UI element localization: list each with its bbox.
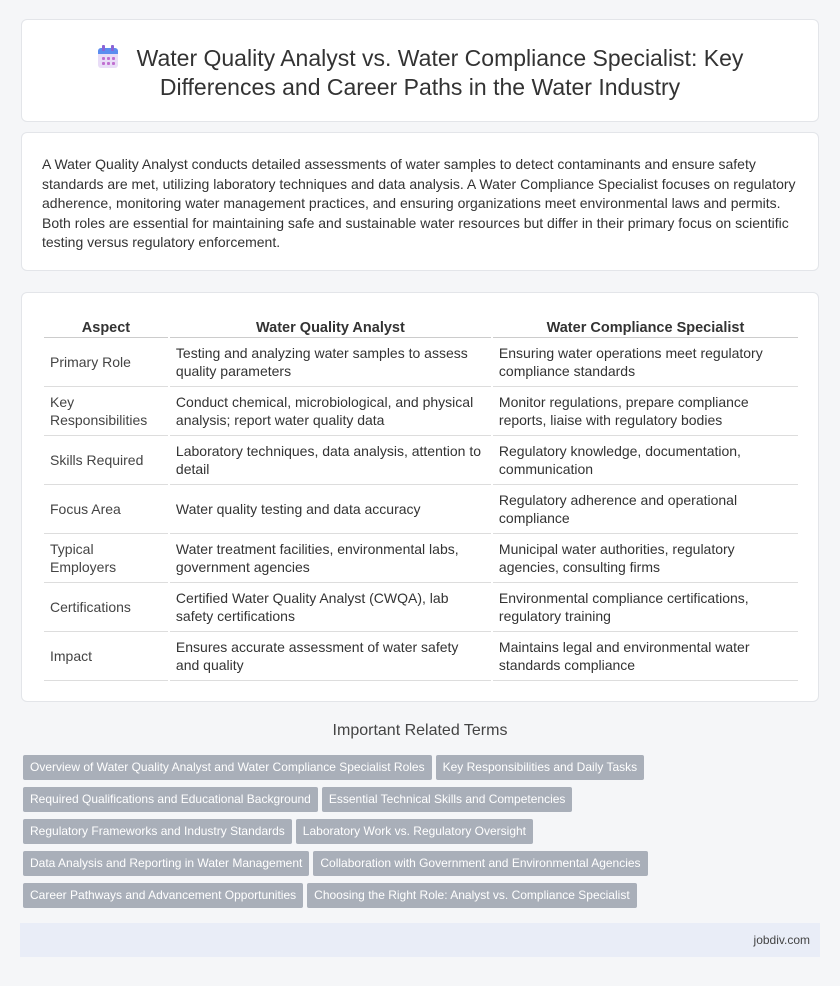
footer [20, 923, 820, 957]
title-line-1: Water Quality Analyst vs. Water Compliance Specialist: Key [136, 45, 744, 71]
table-header-row [44, 315, 798, 338]
header-water-quality-analyst: Water Quality Analyst [170, 315, 491, 338]
row-aspect: Key Responsibilities [44, 387, 168, 436]
row-aspect: Primary Role [44, 338, 168, 387]
comparison-table [42, 315, 800, 681]
intro-paragraph: A Water Quality Analyst conducts detailed assessments of water samples to detect contaminants and ensure safety standards are met, utilizing laboratory techniques and data analysis. A Water Compliance Specialist focuses on regulatory adherence, monitoring water management practices, and ensuring organizations meet environmental laws and permits. Both roles are essential for maintaining safe and sustainable water resources but differ in their primary focus on scientific testing versus regulatory enforcement. [42, 156, 796, 251]
row-analyst: Water quality testing and data accuracy [170, 485, 491, 534]
related-term-tag[interactable]: Laboratory Work vs. Regulatory Oversight [296, 819, 533, 844]
row-aspect: Skills Required [44, 436, 168, 485]
term-row [23, 883, 823, 915]
related-term-tag[interactable]: Regulatory Frameworks and Industry Standards [23, 819, 292, 844]
row-analyst: Certified Water Quality Analyst (CWQA), lab safety certifications [170, 583, 491, 632]
row-analyst: Water treatment facilities, environmental labs, government agencies [170, 534, 491, 583]
related-term-tag[interactable]: Essential Technical Skills and Competencies [322, 787, 573, 812]
page-title [22, 44, 818, 102]
table-row [44, 387, 798, 436]
row-aspect: Focus Area [44, 485, 168, 534]
related-term-tag[interactable]: Career Pathways and Advancement Opportunities [23, 883, 303, 908]
related-term-tag[interactable]: Overview of Water Quality Analyst and Water Compliance Specialist Roles [23, 755, 432, 780]
row-aspect: Impact [44, 632, 168, 681]
header-aspect: Aspect [44, 315, 168, 338]
related-term-tag[interactable]: Data Analysis and Reporting in Water Management [23, 851, 309, 876]
row-specialist: Municipal water authorities, regulatory agencies, consulting firms [493, 534, 798, 583]
table-row [44, 436, 798, 485]
table-row [44, 632, 798, 681]
related-term-tag[interactable]: Key Responsibilities and Daily Tasks [436, 755, 645, 780]
term-row [23, 819, 823, 851]
row-analyst: Ensures accurate assessment of water safety and quality [170, 632, 491, 681]
table-row [44, 338, 798, 387]
related-term-tag[interactable]: Required Qualifications and Educational Background [23, 787, 318, 812]
row-specialist: Maintains legal and environmental water standards compliance [493, 632, 798, 681]
related-terms-heading: Important Related Terms [332, 722, 508, 739]
related-term-tag[interactable]: Choosing the Right Role: Analyst vs. Compliance Specialist [307, 883, 637, 908]
term-row [23, 755, 823, 787]
related-terms-list [23, 755, 823, 915]
table-row [44, 485, 798, 534]
row-analyst: Laboratory techniques, data analysis, attention to detail [170, 436, 491, 485]
term-row [23, 787, 823, 819]
footer-site-link[interactable]: jobdiv.com [753, 933, 810, 947]
row-specialist: Ensuring water operations meet regulatory compliance standards [493, 338, 798, 387]
row-analyst: Testing and analyzing water samples to assess quality parameters [170, 338, 491, 387]
row-specialist: Monitor regulations, prepare compliance reports, liaise with regulatory bodies [493, 387, 798, 436]
row-analyst: Conduct chemical, microbiological, and physical analysis; report water quality data [170, 387, 491, 436]
title-line-2: Differences and Career Paths in the Water Industry [159, 74, 681, 100]
table-row [44, 583, 798, 632]
related-term-tag[interactable]: Collaboration with Government and Environmental Agencies [313, 851, 647, 876]
row-specialist: Environmental compliance certifications, regulatory training [493, 583, 798, 632]
row-aspect: Typical Employers [44, 534, 168, 583]
calendar-icon [97, 45, 119, 69]
header-card [21, 19, 819, 122]
row-specialist: Regulatory knowledge, documentation, communication [493, 436, 798, 485]
intro-card [21, 132, 819, 271]
term-row [23, 851, 823, 883]
comparison-table-card [21, 292, 819, 702]
row-aspect: Certifications [44, 583, 168, 632]
header-water-compliance-specialist: Water Compliance Specialist [493, 315, 798, 338]
table-row [44, 534, 798, 583]
row-specialist: Regulatory adherence and operational compliance [493, 485, 798, 534]
